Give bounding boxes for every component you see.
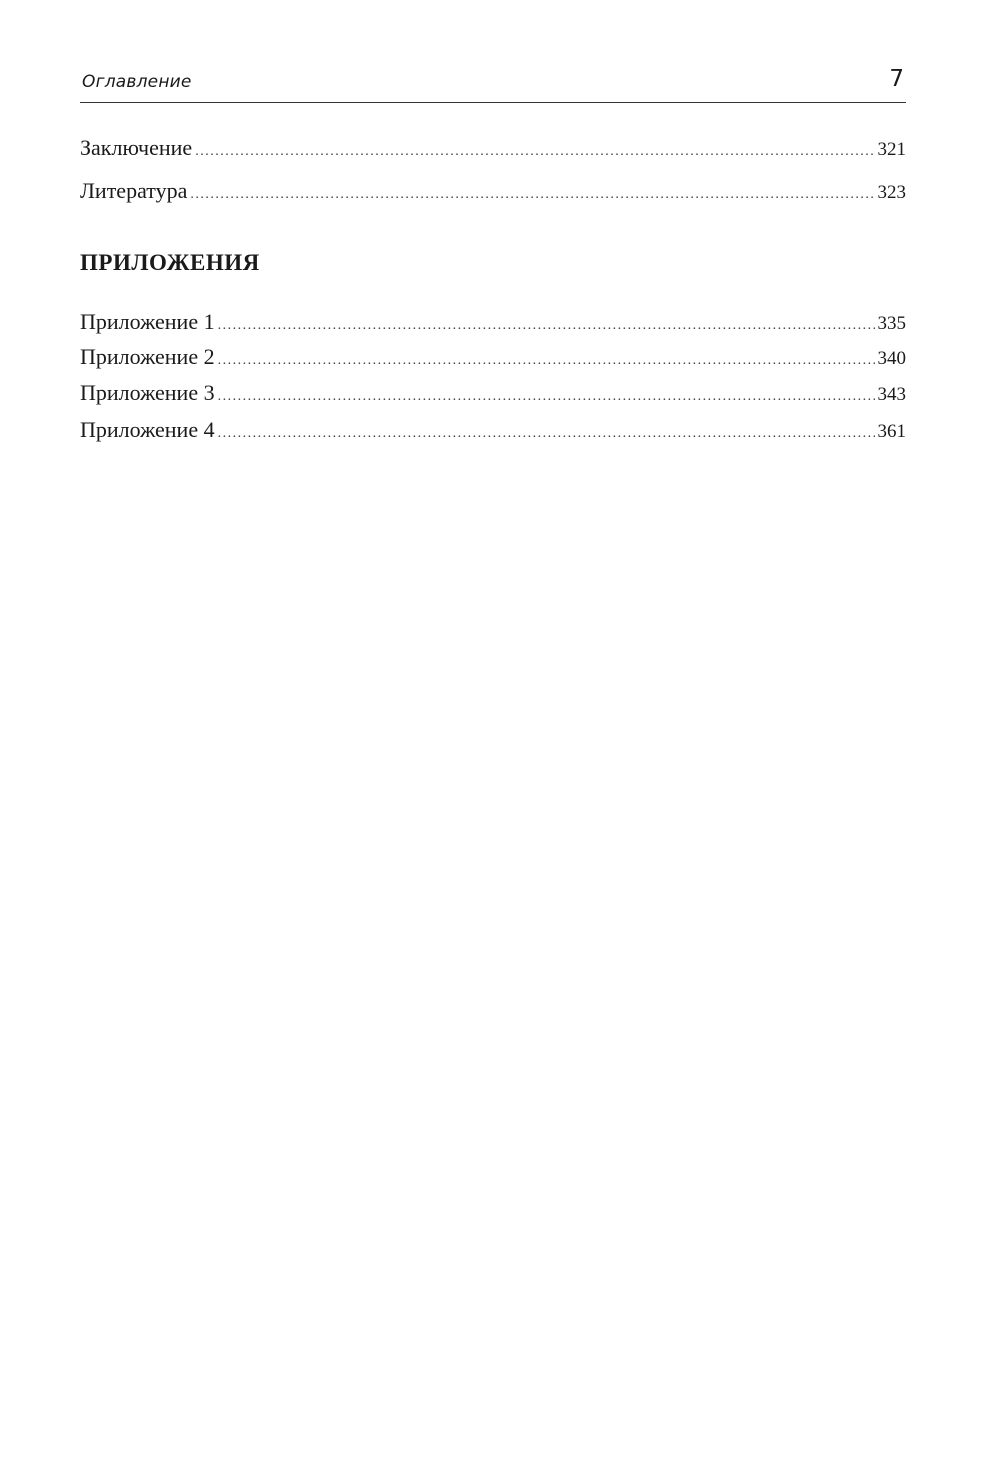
- toc-entry-page: 335: [877, 313, 906, 334]
- toc-entry-label: Приложение 4: [80, 417, 215, 442]
- toc-entry-conclusion: [80, 134, 906, 166]
- toc-entry-page: 340: [877, 348, 906, 369]
- toc-entry-label: Приложение 2: [80, 344, 215, 369]
- dot-leader: [218, 383, 875, 411]
- toc-entry-label: Заключение: [80, 135, 193, 160]
- toc-entry-page: 361: [877, 421, 906, 442]
- dot-leader: [218, 312, 875, 340]
- dot-leader: [195, 138, 874, 166]
- toc-entry-label: Приложение 1: [80, 309, 215, 334]
- dot-leader: [218, 347, 875, 375]
- toc-entry-page: 321: [877, 139, 906, 160]
- toc-entry-appendix-2: [80, 343, 906, 375]
- running-header: [80, 64, 906, 103]
- toc-entry-label: Приложение 3: [80, 380, 215, 405]
- toc-entry-page: 323: [877, 182, 906, 203]
- toc-entry-appendix-3: [80, 379, 906, 411]
- appendices-title: ПРИЛОЖЕНИЯ: [80, 250, 260, 275]
- toc-entry-appendix-1: [80, 308, 906, 340]
- toc-entry-literature: [80, 177, 906, 209]
- toc-entry-page: 343: [877, 384, 906, 405]
- running-header-section: Оглавление: [82, 72, 192, 92]
- toc-entry-label: Литература: [80, 178, 188, 203]
- dot-leader: [218, 420, 875, 448]
- page-number: 7: [889, 66, 904, 92]
- dot-leader: [190, 181, 874, 209]
- toc-entry-appendix-4: [80, 416, 906, 448]
